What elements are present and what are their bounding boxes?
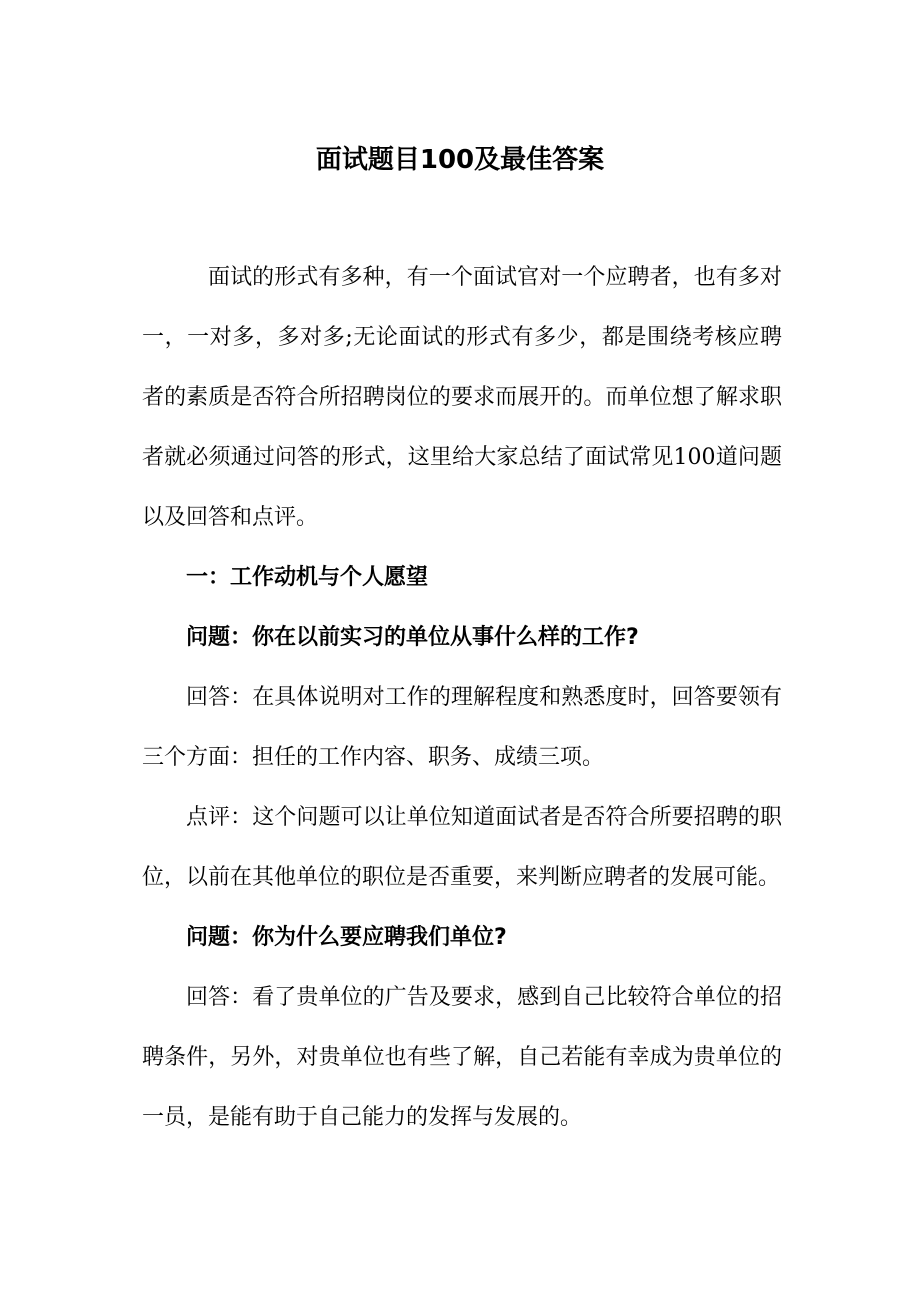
comment-1: 点评：这个问题可以让单位知道面试者是否符合所要招聘的职位，以前在其他单位的职位是否重要，来判断应聘者的发展可能。 <box>142 805 782 890</box>
intro-paragraph: 面试的形式有多种，有一个面试官对一个应聘者，也有多对一，一对多，多对多;无论面试的形式有多少，都是围绕考核应聘者的素质是否符合所招聘岗位的要求而展开的。而单位想了解求职者就必须通过问答的形式，这里给大家总结了面试常见100道问题以及回答和点评。 <box>142 265 782 530</box>
document-title: 面试题目100及最佳答案 <box>315 145 605 175</box>
question-2: 问题：你为什么要应聘我们单位? <box>186 925 507 950</box>
question-1: 问题：你在以前实习的单位从事什么样的工作? <box>186 625 639 650</box>
document-body <box>142 248 782 1148</box>
answer-2: 回答：看了贵单位的广告及要求，感到自己比较符合单位的招聘条件，另外，对贵单位也有些了解，自己若能有幸成为贵单位的一员，是能有助于自己能力的发挥与发展的。 <box>142 985 782 1130</box>
answer-1: 回答：在具体说明对工作的理解程度和熟悉度时，回答要领有三个方面：担任的工作内容、职务、成绩三项。 <box>142 685 782 770</box>
section-heading: 一：工作动机与个人愿望 <box>186 565 429 590</box>
